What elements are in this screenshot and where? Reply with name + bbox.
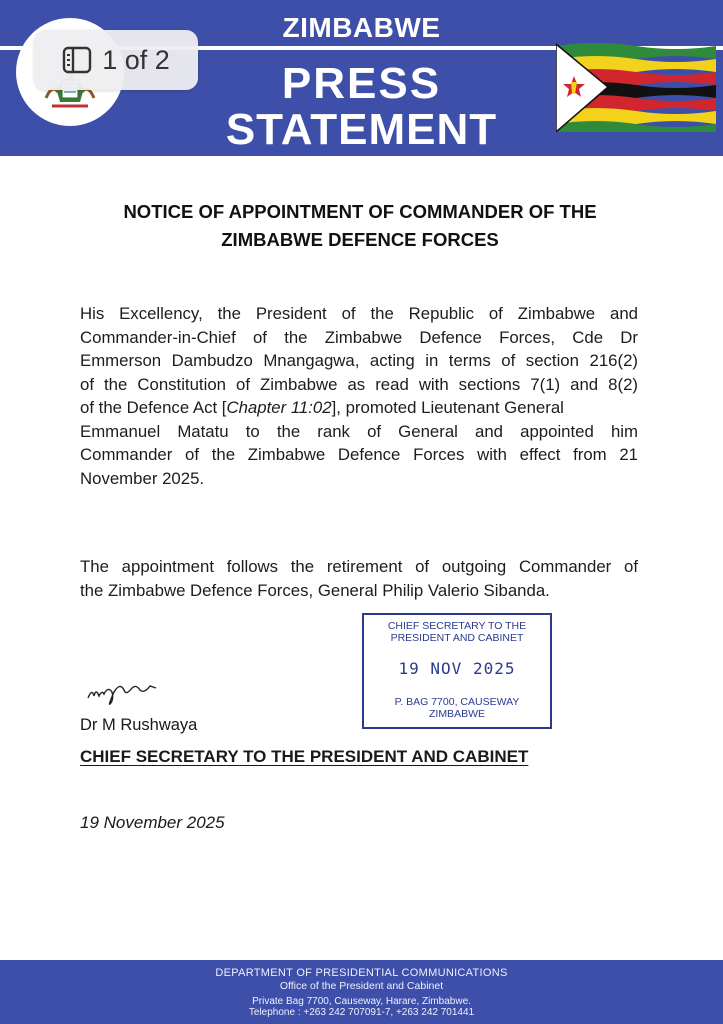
paragraph-line: Commander-in-Chief of the Zimbabwe Defence Forces, Cde Dr	[80, 327, 638, 347]
press-heading: PRESS	[281, 59, 442, 108]
page-list-icon	[62, 46, 92, 74]
letterhead-footer	[0, 960, 723, 1024]
retirement-paragraph	[80, 555, 638, 602]
footer-department: DEPARTMENT OF PRESIDENTIAL COMMUNICATIONS	[215, 967, 508, 979]
act-suffix: ], promoted Lieutenant General	[331, 398, 564, 417]
appointment-paragraph	[80, 302, 638, 490]
country-name: ZIMBABWE	[282, 12, 441, 43]
stamp-line: PRESIDENT AND CABINET	[390, 632, 524, 644]
page-count-label: 1 of 2	[102, 44, 170, 75]
stamp-line: P. BAG 7700, CAUSEWAY	[394, 696, 520, 708]
paragraph-line: the Zimbabwe Defence Forces, General Philip Valerio Sibanda.	[80, 580, 550, 600]
stamp-footer	[364, 696, 550, 720]
paragraph-line: of the Constitution of Zimbabwe as read with sections 7(1) and 8(2)	[80, 374, 638, 394]
stamp-header	[364, 620, 550, 644]
zimbabwe-flag-icon	[556, 42, 716, 132]
act-prefix: of the Defence Act [	[80, 398, 227, 417]
stamp-date: 19 NOV 2025	[398, 659, 516, 678]
paragraph-line: Emmerson Dambudzo Mnangagwa, acting in terms of section 216(2)	[80, 351, 638, 370]
footer-address: Private Bag 7700, Causeway, Harare, Zimbabwe.	[252, 996, 471, 1007]
signatory-name: Dr M Rushwaya	[80, 716, 198, 734]
official-date-stamp	[362, 613, 552, 729]
paragraph-line: His Excellency, the President of the Republic of Zimbabwe and	[80, 304, 638, 323]
stamp-line: CHIEF SECRETARY TO THE	[387, 620, 527, 632]
paragraph-line: Commander of the Zimbabwe Defence Forces with effect from 21	[80, 445, 638, 464]
paragraph-line: Emmanuel Matatu to the rank of General and appointed him	[80, 421, 638, 441]
statement-date: 19 November 2025	[80, 813, 225, 832]
act-reference	[80, 396, 564, 420]
footer-telephone: Telephone : +263 242 707091-7, +263 242 701441	[248, 1007, 475, 1018]
paragraph-line: November 2025.	[80, 468, 205, 488]
signatory-title: CHIEF SECRETARY TO THE PRESIDENT AND CABINET	[80, 747, 529, 766]
paragraph-line: The appointment follows the retirement of outgoing Commander of	[80, 557, 638, 576]
handwritten-signature	[84, 678, 164, 708]
statement-heading: STATEMENT	[225, 105, 498, 154]
footer-office: Office of the President and Cabinet	[279, 980, 444, 992]
notice-title	[60, 198, 660, 254]
page-indicator[interactable]	[34, 30, 198, 90]
title-line: ZIMBABWE DEFENCE FORCES	[221, 229, 499, 250]
paragraph-line	[80, 396, 638, 420]
title-line: NOTICE OF APPOINTMENT OF COMMANDER OF THE	[123, 201, 597, 222]
stamp-line: ZIMBABWE	[428, 708, 485, 720]
chapter-reference: Chapter 11:02	[226, 398, 332, 417]
letterhead-header	[0, 0, 723, 156]
